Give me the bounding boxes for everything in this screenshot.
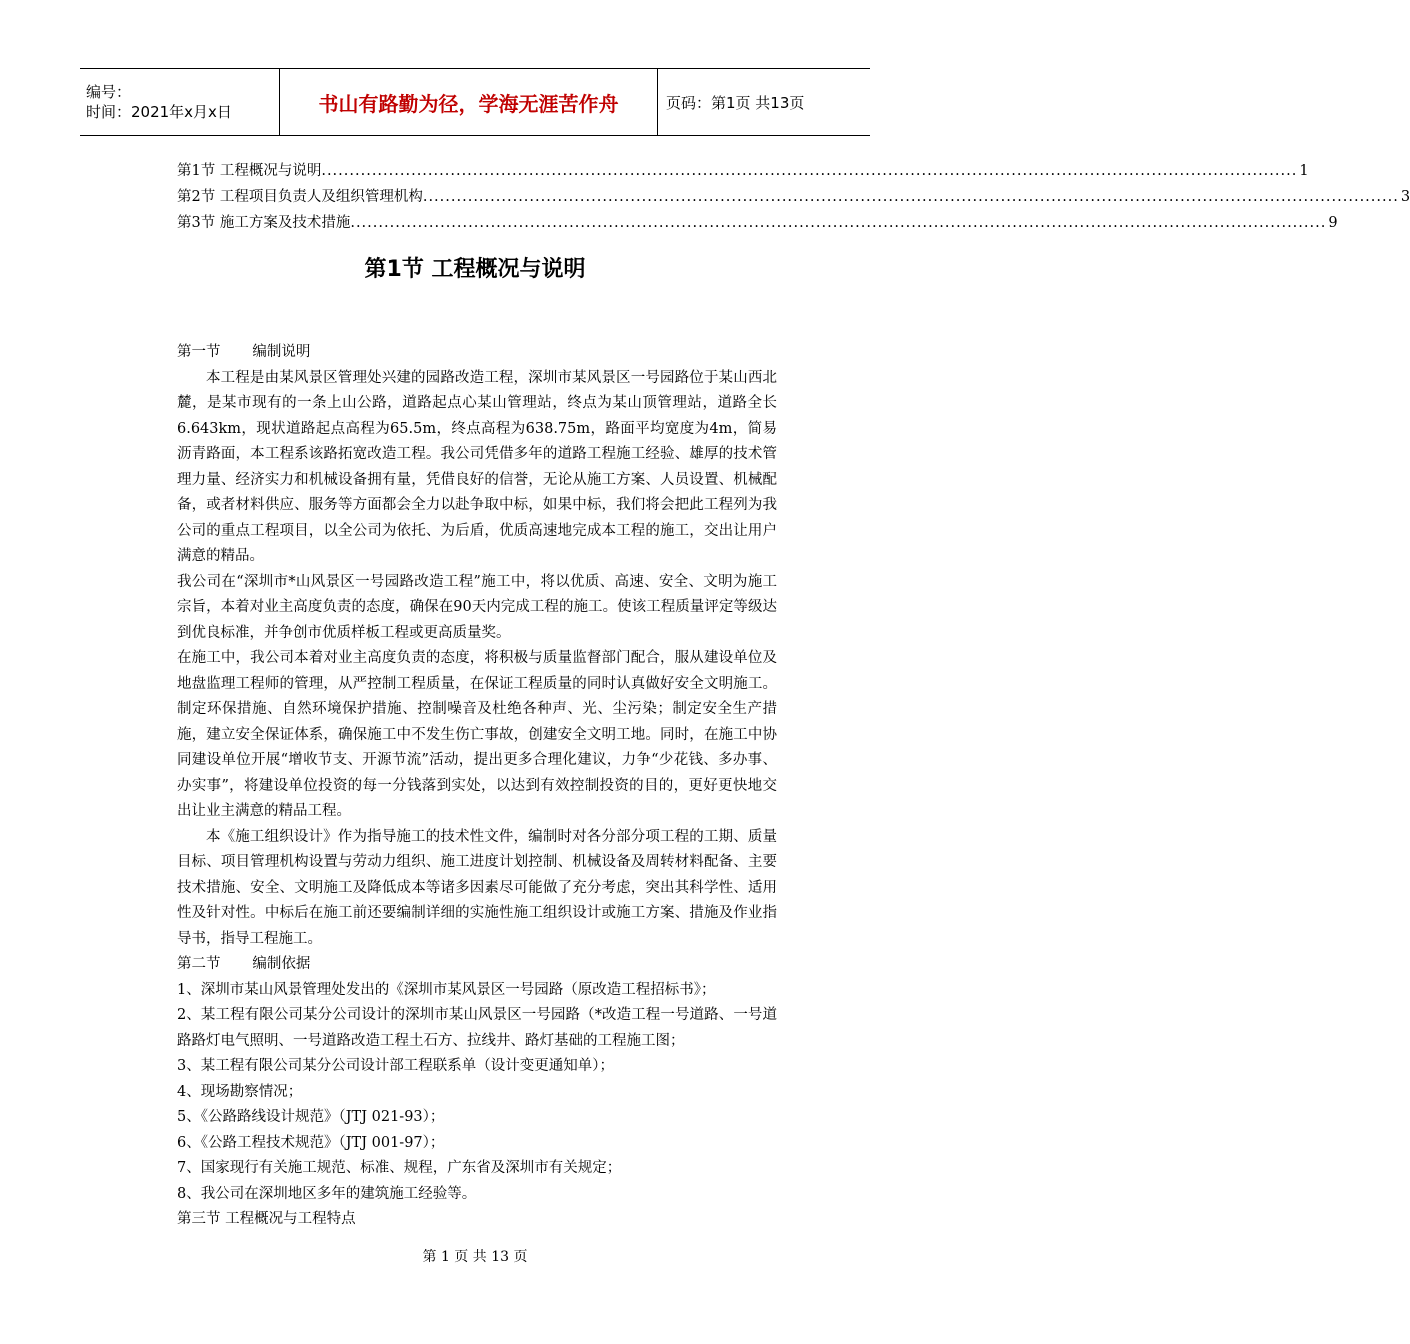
- header-page-info: 页码：第1页 共13页: [666, 93, 805, 112]
- toc-entry-title: 第2节 工程项目负责人及组织管理机构: [177, 189, 423, 205]
- paragraph: 我公司在“深圳市*山风景区一号园路改造工程”施工中，将以优质、高速、安全、文明为施工宗旨，本着对业主高度负责的态度，确保在90天内完成工程的施工。使该工程质量评定等级达到优良标准，并争创市优质样板工程或更高质量奖。: [177, 573, 777, 641]
- list-item: 1、深圳市某山风景管理处发出的《深圳市某风景区一号园路（原改造工程招标书》；: [177, 981, 716, 998]
- section-number: 第一节: [177, 344, 221, 360]
- toc-entry-title: 第1节 工程概况与说明: [177, 163, 322, 179]
- toc-leader: ..............................................................................................................................................................................: [350, 215, 1327, 231]
- section-heading: [177, 340, 777, 366]
- header-motto: 书山有路勤为径，学海无涯苦作舟: [280, 69, 658, 135]
- toc-entry-page: 1: [1299, 163, 1309, 179]
- toc-entry-page: 9: [1328, 215, 1338, 231]
- paragraph: 本工程是由某风景区管理处兴建的园路改造工程，深圳市某风景区一号园路位于某山西北麓，是某市现有的一条上山公路，道路起点心某山管理站，终点为某山顶管理站，道路全长6.643km，现状道路起点高程为65.5m，终点高程为638.75m，路面平均宽度为4m，简易沥青路面，本工程系该路拓宽改造工程。我公司凭借多年的道路工程施工经验、雄厚的技术管理力量、经济实力和机械设备拥有量，凭借良好的信誉，无论从施工方案、人员设置、机械配备，或者材料供应、服务等方面都会全力以赴争取中标，如果中标，我们将会把此工程列为我公司的重点工程项目，以全公司为依托、为后盾，优质高速地完成本工程的施工，交出让用户满意的精品。: [177, 369, 777, 564]
- paragraph: 本《施工组织设计》作为指导施工的技术性文件，编制时对各分部分项工程的工期、质量目标、项目管理机构设置与劳动力组织、施工进度计划控制、机械设备及周转材料配备、主要技术措施、安全、文明施工及降低成本等诸多因素尽可能做了充分考虑，突出其科学性、适用性及针对性。中标后在施工前还要编制详细的实施性施工组织设计或施工方案、措施及作业指导书，指导工程施工。: [177, 828, 777, 947]
- list-item: 8、我公司在深圳地区多年的建筑施工经验等。: [177, 1185, 477, 1202]
- chapter-title: 第1节 工程概况与说明: [364, 257, 586, 282]
- list-item: 3、某工程有限公司某分公司设计部工程联系单（设计变更通知单）；: [177, 1058, 614, 1074]
- header-meta: [80, 69, 280, 135]
- section-number: 第二节: [177, 956, 221, 972]
- toc-leader: ..............................................................................................................................................................................: [321, 163, 1298, 179]
- section-title: 编制说明: [252, 344, 311, 360]
- list-item: 4、现场勘察情况；: [177, 1083, 303, 1100]
- toc-entry[interactable]: [177, 184, 1410, 210]
- list-item: 6、《公路工程技术规范》（JTJ 001-97）；: [177, 1134, 445, 1151]
- list-item: 2、某工程有限公司某分公司设计的深圳市某山风景区一号园路（*改造工程一号道路、一号道路路灯电气照明、一号道路改造工程土石方、拉线井、路灯基础的工程施工图；: [177, 1007, 777, 1049]
- number-label: 编号：: [86, 83, 132, 101]
- toc-entry-page: 3: [1400, 189, 1410, 205]
- section-heading: [177, 952, 777, 978]
- paragraph: 在施工中，我公司本着对业主高度负责的态度，将积极与质量监督部门配合，服从建设单位及地盘监理工程师的管理，从严控制工程质量，在保证工程质量的同时认真做好安全文明施工。制定环保措施、自然环境保护措施、控制噪音及杜绝各种声、光、尘污染；制定安全生产措施，建立安全保证体系，确保施工中不发生伤亡事故，创建安全文明工地。同时，在施工中协同建设单位开展“增收节支、开源节流”活动，提出更多合理化建议，力争“少花钱、多办事、办实事”，将建设单位投资的每一分钱落到实处，以达到有效控制投资的目的，更好更快地交出让业主满意的精品工程。: [177, 650, 777, 819]
- page-footer: 第 1 页 共 13 页: [422, 1249, 528, 1265]
- section-heading: 第三节 工程概况与工程特点: [177, 1211, 356, 1227]
- table-of-contents: [177, 158, 1410, 236]
- list-item: 5、《公路路线设计规范》（JTJ 021-93）；: [177, 1109, 445, 1125]
- time-label: 时间：2021年x月x日: [86, 103, 232, 121]
- section-title: 编制依据: [252, 956, 311, 972]
- toc-entry[interactable]: [177, 158, 1309, 184]
- document-body: [177, 340, 777, 1233]
- toc-entry[interactable]: [177, 210, 1338, 236]
- toc-leader: ..............................................................................................................................................................................: [422, 189, 1399, 205]
- document-header: [80, 68, 870, 136]
- toc-entry-title: 第3节 施工方案及技术措施: [177, 215, 351, 231]
- list-item: 7、国家现行有关施工规范、标准、规程，广东省及深圳市有关规定；: [177, 1160, 622, 1176]
